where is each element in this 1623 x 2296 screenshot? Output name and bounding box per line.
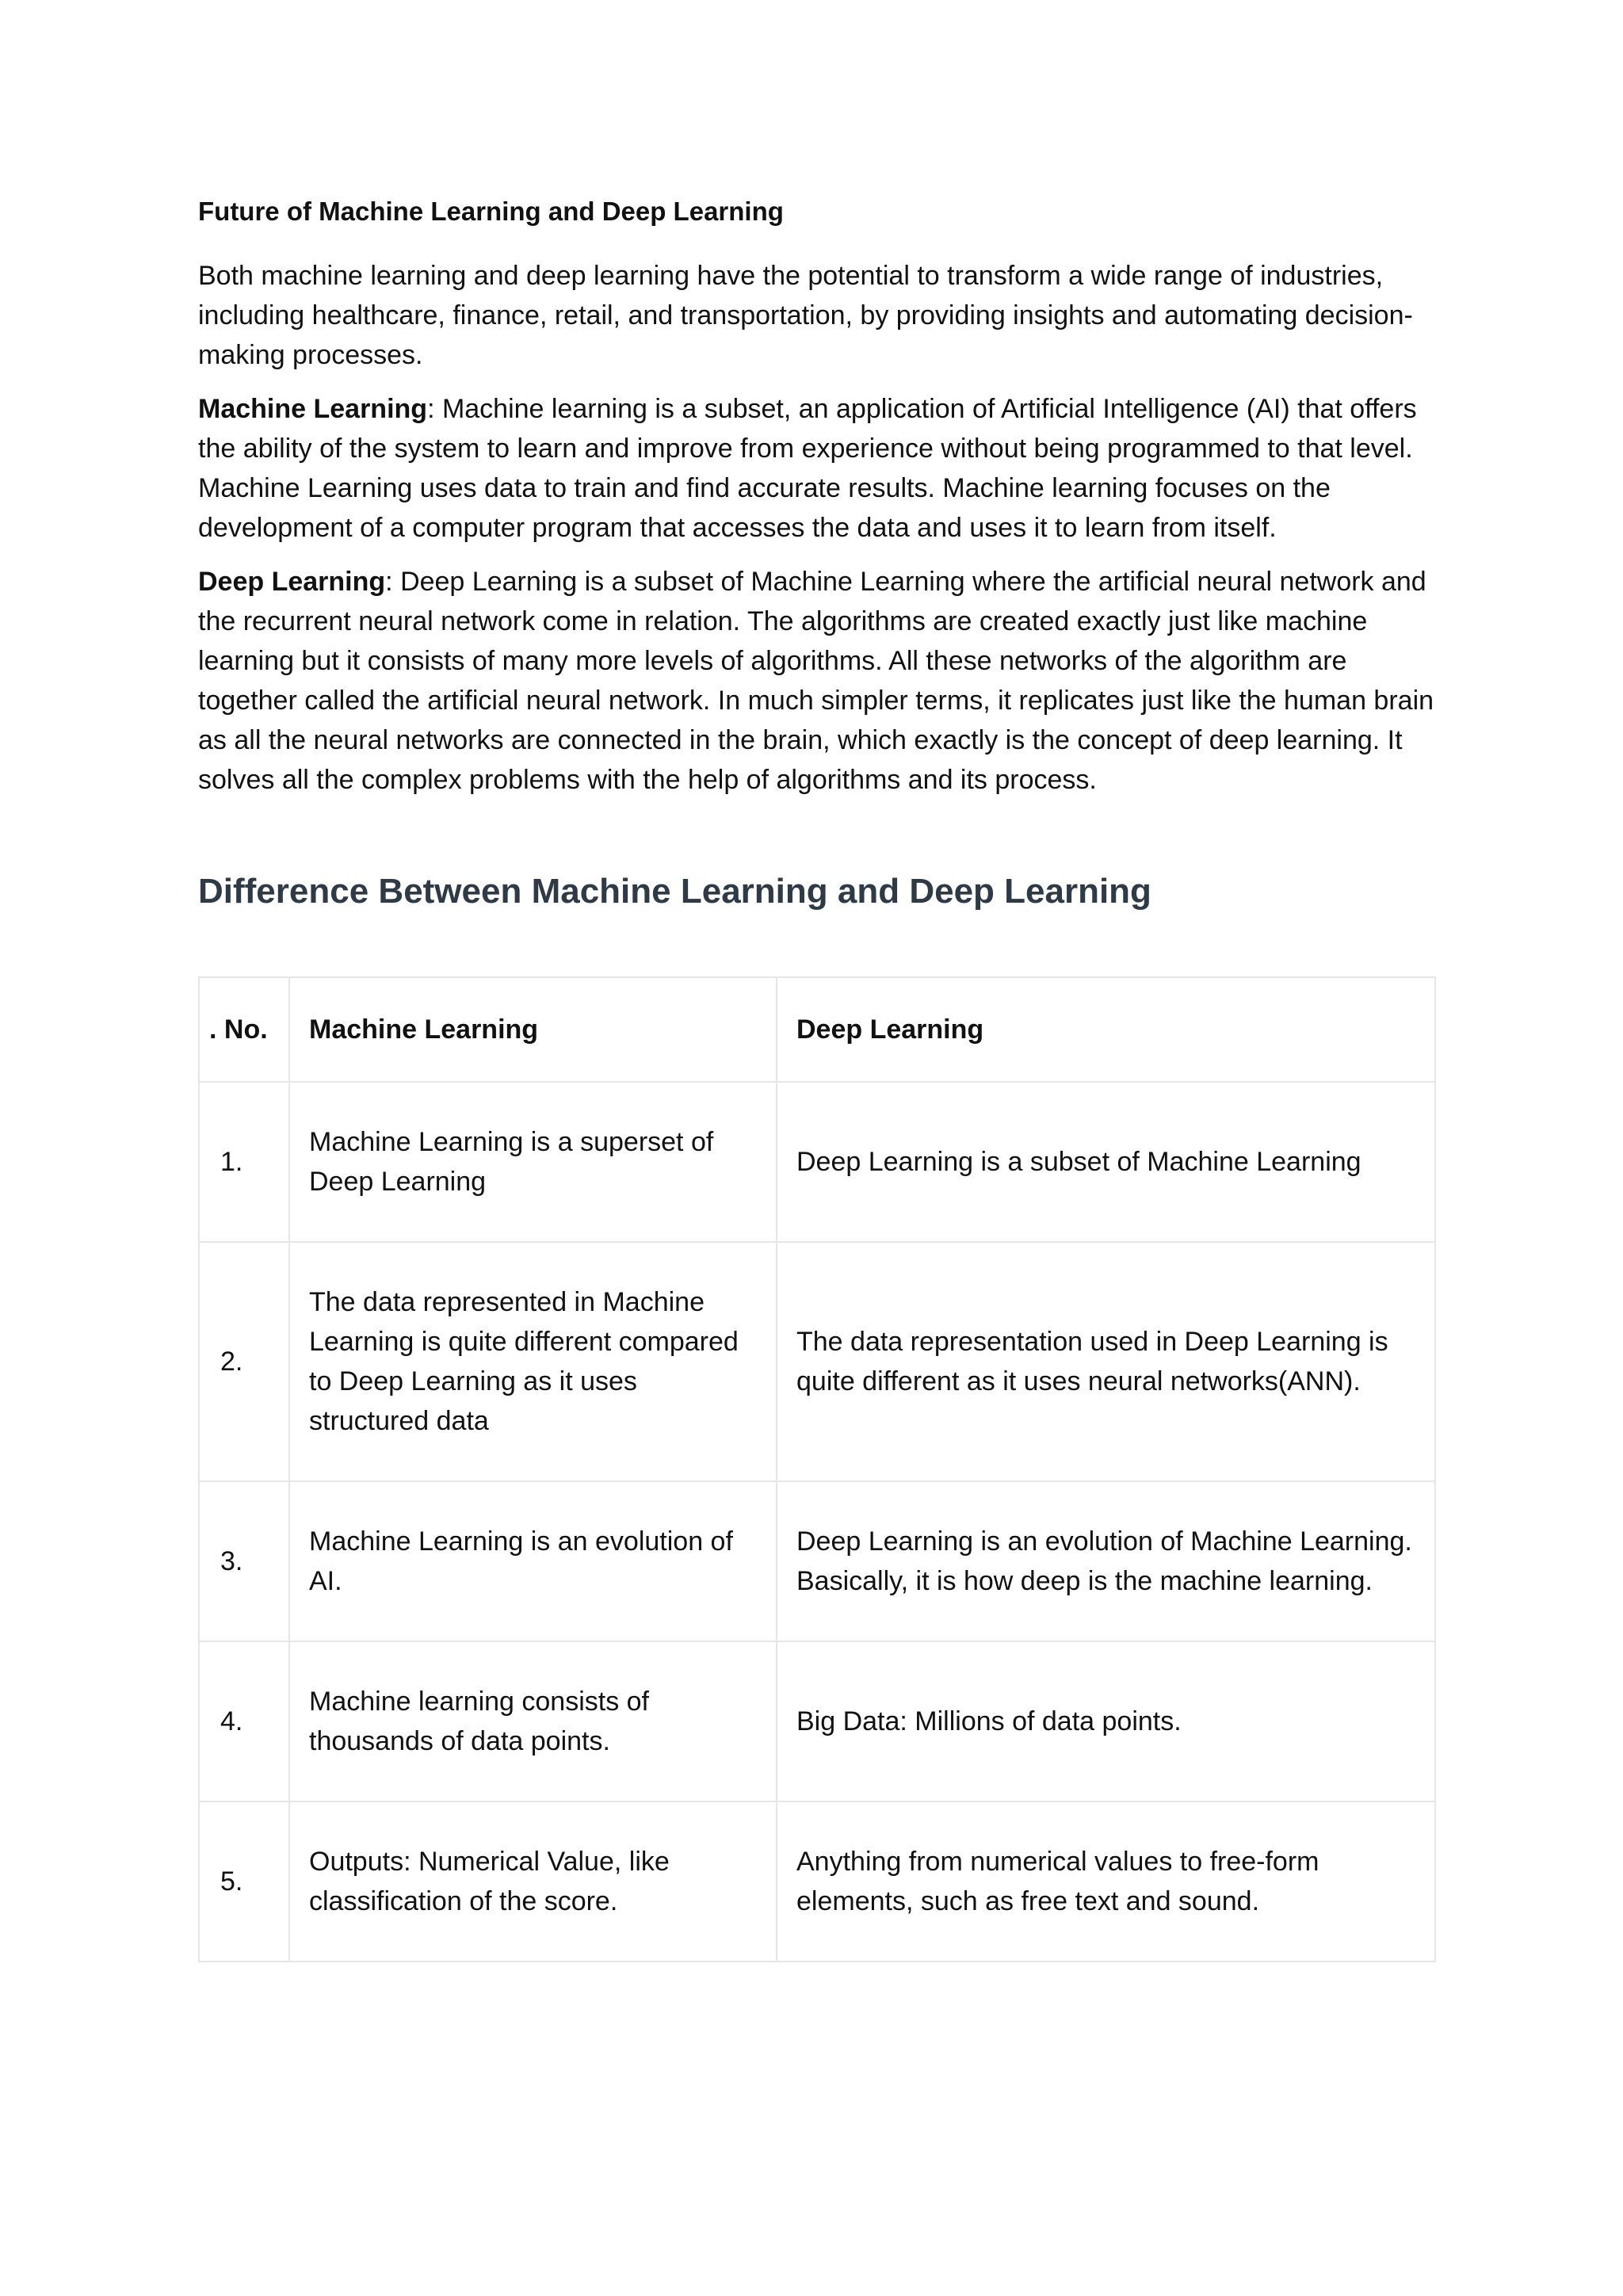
row-number: 2. <box>199 1242 289 1481</box>
row-dl-cell: Anything from numerical values to free-form elements, such as free text and sound. <box>777 1801 1435 1962</box>
document-page <box>198 195 1434 1962</box>
row-ml-cell: Outputs: Numerical Value, like classification of the score. <box>289 1801 777 1962</box>
header-machine-learning: Machine Learning <box>289 977 777 1082</box>
table-row <box>199 1082 1435 1242</box>
comparison-table <box>198 976 1436 1962</box>
table-row <box>199 1242 1435 1481</box>
row-dl-cell: The data representation used in Deep Learning is quite different as it uses neural networks(ANN). <box>777 1242 1435 1481</box>
row-ml-cell: Machine Learning is an evolution of AI. <box>289 1481 777 1641</box>
dl-definition-label: Deep Learning <box>198 566 386 597</box>
header-serial-number: . No. <box>199 977 289 1082</box>
header-deep-learning: Deep Learning <box>777 977 1435 1082</box>
row-number: 4. <box>199 1641 289 1801</box>
table-row <box>199 1641 1435 1801</box>
row-ml-cell: Machine Learning is a superset of Deep Learning <box>289 1082 777 1242</box>
row-ml-cell: The data represented in Machine Learning is quite different compared to Deep Learning as it uses structured data <box>289 1242 777 1481</box>
row-number: 3. <box>199 1481 289 1641</box>
table-row <box>199 1481 1435 1641</box>
dl-definition-text: : Deep Learning is a subset of Machine Learning where the artificial neural network and the recurrent neural network come in relation. The algorithms are created exactly just like machine learning but it consists of many more levels of algorithms. All these networks of the algorithm are together called the artificial neural network. In much simpler terms, it replicates just like the human brain as all the neural networks are connected in the brain, which exactly is the concept of deep learning. It solves all the complex problems with the help of algorithms and its process. <box>198 566 1434 795</box>
ml-definition-paragraph <box>198 389 1434 548</box>
row-number: 5. <box>199 1801 289 1962</box>
row-number: 1. <box>199 1082 289 1242</box>
row-dl-cell: Deep Learning is a subset of Machine Learning <box>777 1082 1435 1242</box>
row-dl-cell: Deep Learning is an evolution of Machine Learning. Basically, it is how deep is the machine learning. <box>777 1481 1435 1641</box>
future-intro-paragraph: Both machine learning and deep learning have the potential to transform a wide range of industries, including healthcare, finance, retail, and transportation, by providing insights and automating decision-making processes. <box>198 260 1413 370</box>
row-dl-cell: Big Data: Millions of data points. <box>777 1641 1435 1801</box>
table-header-row <box>199 977 1435 1082</box>
row-ml-cell: Machine learning consists of thousands of data points. <box>289 1641 777 1801</box>
ml-definition-label: Machine Learning <box>198 393 428 424</box>
ml-definition-text: : Machine learning is a subset, an application of Artificial Intelligence (AI) that offers the ability of the system to learn and improve from experience without being programmed to that level. Machine Learning uses data to train and find accurate results. Machine learning focuses on the development of a computer program that accesses the data and uses it to learn from itself. <box>198 393 1417 543</box>
difference-heading: Difference Between Machine Learning and Deep Learning <box>198 871 1151 911</box>
table-row <box>199 1801 1435 1962</box>
future-section-title: Future of Machine Learning and Deep Learning <box>198 197 784 226</box>
dl-definition-paragraph <box>198 562 1434 800</box>
